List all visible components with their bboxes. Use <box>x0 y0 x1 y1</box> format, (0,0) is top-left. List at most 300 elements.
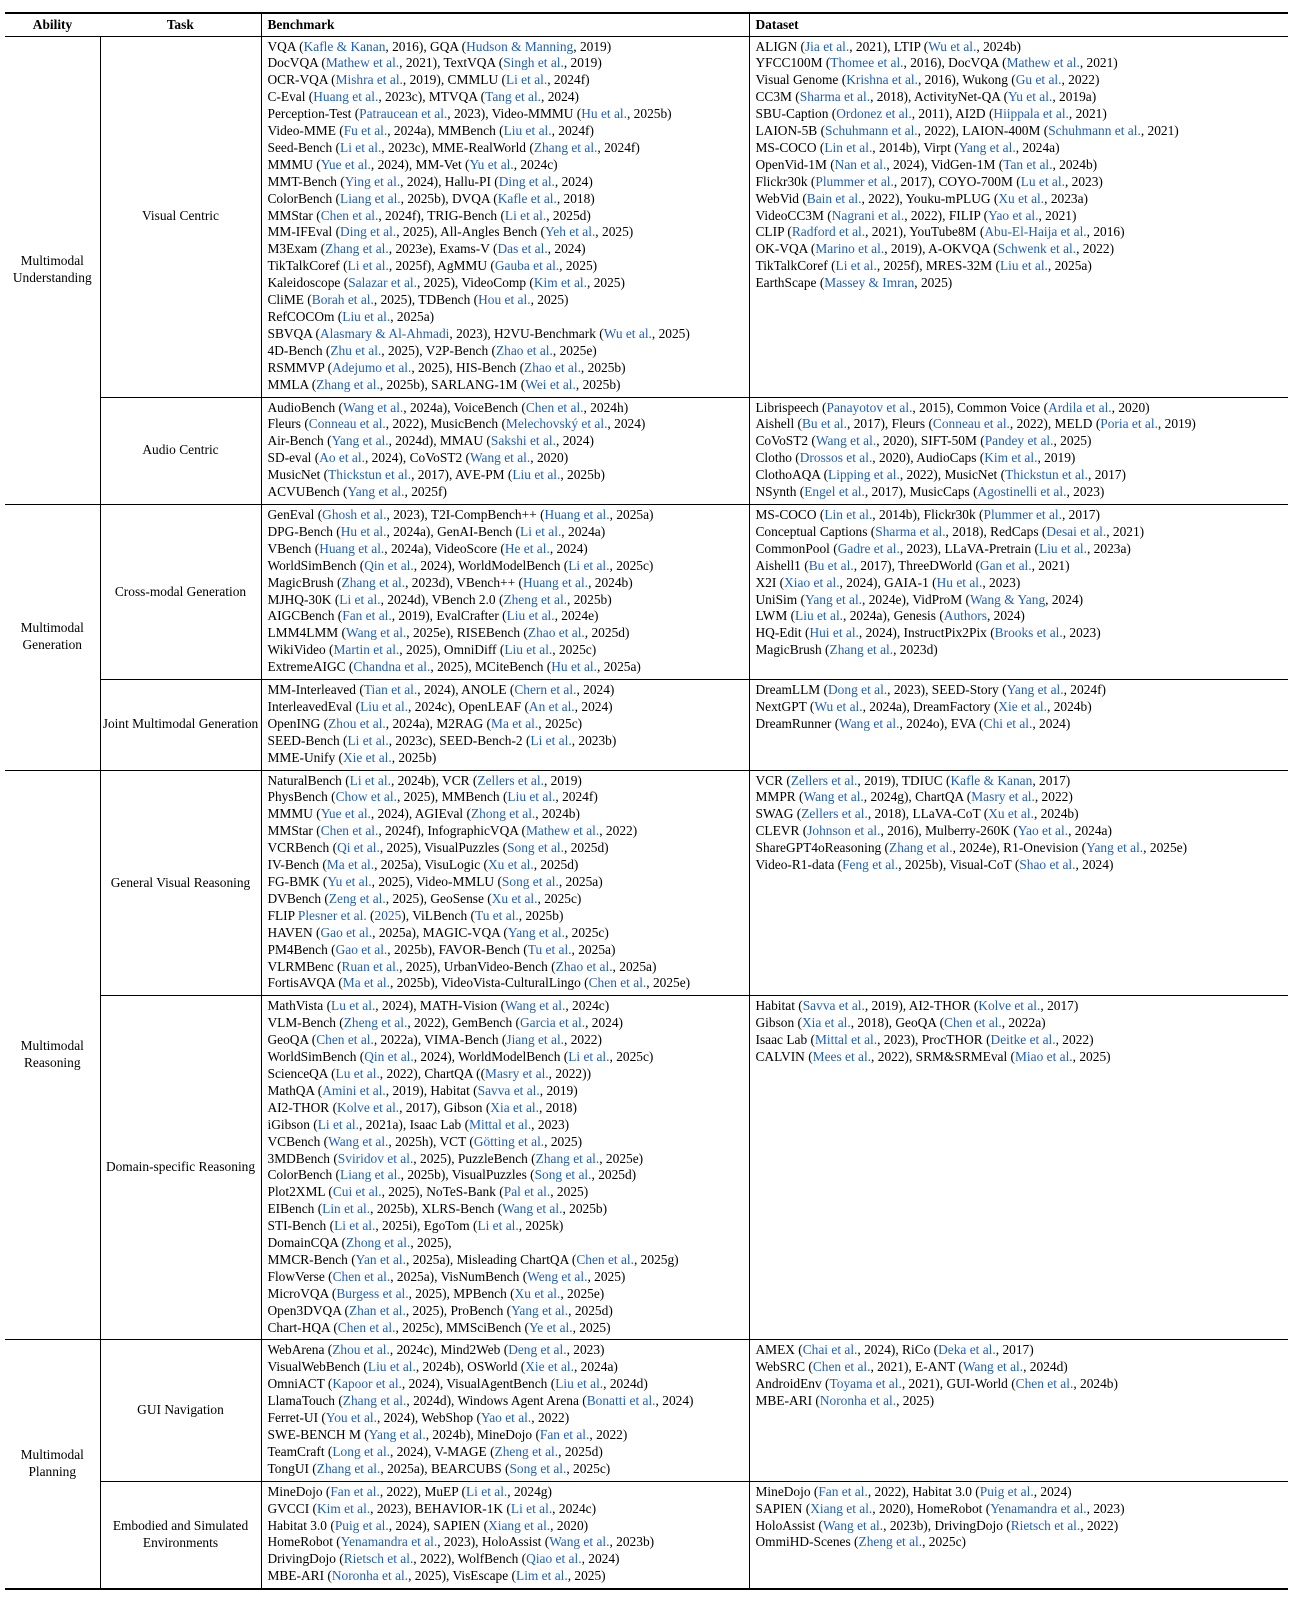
citation-link[interactable]: Liu et al. <box>367 1359 416 1375</box>
citation-link[interactable]: Johnson et al. <box>807 823 881 839</box>
citation-link[interactable]: Conneau et al. <box>932 416 1010 432</box>
citation-link[interactable]: Abu-El-Haija et al. <box>984 224 1087 240</box>
citation-link[interactable]: Ardila et al. <box>1048 399 1112 415</box>
citation-link[interactable]: Tian et al. <box>363 682 418 698</box>
table-row <box>5 1481 1288 1589</box>
citation-link[interactable]: Lu et al. <box>331 998 376 1014</box>
citation-link[interactable]: Chen et al. <box>588 975 647 991</box>
citation-link[interactable]: Rietsch et al. <box>343 1551 414 1567</box>
citation-link[interactable]: Xiang et al. <box>810 1500 873 1516</box>
citation-link[interactable]: Zhao et al. <box>495 342 553 358</box>
entry-text: , 2019) <box>543 772 582 788</box>
citation-link[interactable]: Ding et al. <box>498 173 555 189</box>
citation-link[interactable]: Fu et al. <box>343 123 388 139</box>
citation-link[interactable]: Ma et al. <box>491 715 539 731</box>
citation-link[interactable]: Chi et al. <box>983 715 1033 731</box>
citation-link[interactable]: Liu et al. <box>504 642 553 658</box>
citation-link[interactable]: Wang et al. <box>962 1359 1024 1375</box>
citation-link[interactable]: Zhang et al. <box>889 840 953 856</box>
citation-link[interactable]: Bu et al. <box>808 557 854 573</box>
citation-link[interactable]: Kolve et al. <box>337 1099 400 1115</box>
citation-link[interactable]: Sharma et al. <box>875 523 946 539</box>
citation-link[interactable]: Chen et al. <box>576 1251 634 1267</box>
citation-link[interactable]: Ye et al. <box>528 1319 573 1335</box>
citation-link[interactable]: Chen et al. <box>316 1032 374 1048</box>
citation-link[interactable]: Xie et al. <box>343 749 392 765</box>
citation-link[interactable]: Liu et al. <box>507 789 556 805</box>
citation-link[interactable]: Burgess et al. <box>336 1285 409 1301</box>
citation-link[interactable]: Amini et al. <box>322 1082 386 1098</box>
citation-link[interactable]: Huang et al. <box>313 89 379 105</box>
citation-link[interactable]: Chern et al. <box>514 682 577 698</box>
entry-text: , 2022) <box>1061 72 1100 88</box>
citation-link[interactable]: Fan et al. <box>330 1483 380 1499</box>
citation-link[interactable]: Zhan et al. <box>348 1302 406 1318</box>
citation-link[interactable]: An et al. <box>528 698 575 714</box>
citation-link[interactable]: Liu et al. <box>342 309 391 324</box>
citation-link[interactable]: Kafle et al. <box>497 190 557 206</box>
citation-link[interactable]: Zhang et al. <box>829 642 894 658</box>
citation-link[interactable]: Wang et al. <box>346 625 407 641</box>
citation-link[interactable]: Li et al. <box>568 557 610 573</box>
entry-text: , 2024) <box>585 1015 624 1031</box>
entry-text: , 2024a), VideoScore ( <box>384 540 505 556</box>
citation-link[interactable]: Li et al. <box>347 258 389 274</box>
citation-link[interactable]: Mishra et al. <box>335 72 403 88</box>
citation-link[interactable]: Lin et al. <box>322 1201 371 1217</box>
citation-link[interactable]: Zheng et al. <box>343 1015 408 1031</box>
entry-text: , 2022) <box>1034 789 1073 805</box>
citation-link[interactable]: Song et al. <box>507 840 564 856</box>
entry-text: , 2025) <box>572 1319 611 1335</box>
citation-link[interactable]: Zeng et al. <box>328 890 386 906</box>
entry-text: , 2022) <box>589 1427 628 1442</box>
citation-link[interactable]: Plummer et al. <box>815 173 894 189</box>
citation-link[interactable]: Zheng et al. <box>494 1443 559 1459</box>
citation-link[interactable]: Lu et al. <box>335 1065 380 1081</box>
citation-link[interactable]: Qin et al. <box>364 1049 414 1065</box>
citation-link[interactable]: Zheng et al. <box>858 1534 923 1550</box>
citation-link[interactable]: Kim et al. <box>316 1500 371 1516</box>
citation-link[interactable]: Li et al. <box>334 1218 376 1234</box>
citation-link[interactable]: Gao et al. <box>335 941 388 957</box>
citation-link[interactable]: Liu et al. <box>1039 540 1087 556</box>
citation-link[interactable]: Yao et al. <box>988 207 1039 223</box>
citation-link[interactable]: Hu et al. <box>551 659 598 675</box>
citation-link[interactable]: Authors <box>943 608 987 624</box>
citation-link[interactable]: Pal et al. <box>503 1184 551 1200</box>
citation-link[interactable]: Deitke et al. <box>990 1032 1056 1048</box>
citation-link[interactable]: Li et al. <box>340 139 382 155</box>
citation-link[interactable]: Qin et al. <box>364 557 414 573</box>
entry-text: , 2025b) <box>560 467 605 483</box>
citation-link[interactable]: Zhang et al. <box>533 139 598 155</box>
citation-link[interactable]: Xu et al. <box>491 890 538 906</box>
citation-link[interactable]: Yao et al. <box>1017 823 1069 839</box>
citation-link[interactable]: Alasmary & Al-Ahmadi <box>319 325 450 341</box>
citation-link[interactable]: Kim et al. <box>984 450 1038 466</box>
citation-link[interactable]: Sharma et al. <box>799 89 871 105</box>
citation-link[interactable]: Chen et al. <box>525 399 584 415</box>
citation-link[interactable]: Plummer et al. <box>983 506 1062 522</box>
citation-link[interactable]: Lipping et al. <box>828 467 900 483</box>
citation-link[interactable]: Melechovský et al. <box>505 416 608 432</box>
citation-link[interactable]: Xia et al. <box>490 1099 540 1115</box>
citation-link[interactable]: Wu et al. <box>603 325 652 341</box>
citation-link[interactable]: Xiao et al. <box>784 574 840 590</box>
citation-link[interactable]: Masry et al. <box>485 1065 549 1081</box>
citation-link[interactable]: Bu et al. <box>802 416 847 432</box>
citation-link[interactable]: Liu et al. <box>506 608 555 624</box>
citation-link[interactable]: Massey & Imran <box>824 275 915 291</box>
citation-link[interactable]: Zellers et al. <box>801 806 868 822</box>
citation-link[interactable]: Xia et al. <box>802 1015 851 1031</box>
entry-text: , 2023) <box>1086 1500 1125 1516</box>
citation-link[interactable]: Thickstun et al. <box>328 467 412 483</box>
citation-link[interactable]: Feng et al. <box>842 857 899 873</box>
citation-link[interactable]: Jia et al. <box>804 38 850 54</box>
citation-link[interactable]: Hu et al. <box>936 574 983 590</box>
citation-link[interactable]: Chen et al. <box>812 1359 871 1375</box>
citation-link[interactable]: Mittal et al. <box>814 1032 878 1048</box>
citation-link[interactable]: Adejumo et al. <box>332 359 412 375</box>
citation-link[interactable]: Das et al. <box>497 241 548 257</box>
citation-link[interactable]: Zhang et al. <box>342 1393 407 1409</box>
citation-link[interactable]: Li et al. <box>339 591 381 607</box>
citation-link[interactable]: Yue et al. <box>320 806 371 822</box>
citation-link[interactable]: Nan et al. <box>834 156 887 172</box>
citation-link[interactable]: Yue et al. <box>320 156 371 172</box>
citation-link[interactable]: Wang et al. <box>839 715 900 731</box>
citation-link[interactable]: Zhong et al. <box>470 806 536 822</box>
citation-link[interactable]: Deng et al. <box>508 1342 567 1358</box>
citation-link[interactable]: Zhao et al. <box>527 625 585 641</box>
entry-text: Habitat 3.0 ( <box>267 1517 335 1533</box>
citation-link[interactable]: Zhao et al. <box>555 958 613 974</box>
citation-link[interactable]: Yang et al. <box>1006 682 1064 698</box>
citation-link[interactable]: Tu et al. <box>527 941 572 957</box>
citation-link[interactable]: Miao et al. <box>1015 1049 1073 1065</box>
citation-link[interactable]: Kafle & Kanan <box>950 772 1033 788</box>
citation-link[interactable]: Zhang et al. <box>316 1460 381 1476</box>
citation-link[interactable]: Wang et al. <box>815 433 877 449</box>
citation-link[interactable]: Drossos et al. <box>799 450 873 466</box>
citation-link[interactable]: Schuhmann et al. <box>1048 123 1141 139</box>
entry-text: , 2025) <box>530 292 569 308</box>
citation-link[interactable]: Song et al. <box>534 1167 592 1183</box>
citation-link[interactable]: Zellers et al. <box>790 772 858 788</box>
citation-link[interactable]: Savva et al. <box>802 998 865 1014</box>
citation-link[interactable]: Lu et al. <box>1020 173 1065 189</box>
citation-link[interactable]: Tu et al. <box>474 907 519 923</box>
citation-link[interactable]: Zhu et al. <box>330 342 382 358</box>
citation-link[interactable]: Ao et al. <box>319 450 365 466</box>
citation-link[interactable]: 2025 <box>374 907 402 923</box>
citation-link[interactable]: Liang et al. <box>340 1167 401 1183</box>
citation-link[interactable]: Rietsch et al. <box>1010 1517 1081 1533</box>
citation-link[interactable]: He et al. <box>504 540 550 556</box>
citation-link[interactable]: Yeh et al. <box>544 224 596 240</box>
citation-link[interactable]: Weng et al. <box>527 1268 588 1284</box>
citation-link[interactable]: Yang et al. <box>331 433 389 449</box>
citation-link[interactable]: Yenamandra et al. <box>990 1500 1087 1516</box>
citation-link[interactable]: Xu et al. <box>514 1285 561 1301</box>
citation-link[interactable]: Li et al. <box>568 1049 610 1065</box>
citation-link[interactable]: Thickstun et al. <box>1005 467 1089 483</box>
citation-link[interactable]: Martin et al. <box>333 642 400 658</box>
citation-link[interactable]: Tan et al. <box>1003 156 1053 172</box>
citation-link[interactable]: Li et al. <box>477 1218 519 1234</box>
citation-link[interactable]: Thomee et al. <box>830 55 904 71</box>
citation-link[interactable]: Singh et al. <box>503 55 564 71</box>
citation-link[interactable]: Huang et al. <box>522 574 589 590</box>
citation-link[interactable]: Cui et al. <box>332 1184 382 1200</box>
citation-link[interactable]: Hui et al. <box>809 625 859 641</box>
citation-link[interactable]: Yenamandra et al. <box>340 1534 438 1550</box>
citation-link[interactable]: Lim et al. <box>516 1568 568 1584</box>
citation-link[interactable]: Li et al. <box>505 72 548 88</box>
citation-link[interactable]: Yan et al. <box>355 1251 406 1267</box>
citation-link[interactable]: Kolve et al. <box>978 998 1041 1014</box>
citation-link[interactable]: Hiippala et al. <box>993 106 1069 122</box>
citation-link[interactable]: Liu et al. <box>512 467 561 483</box>
citation-link[interactable]: Zhang et al. <box>325 241 389 257</box>
citation-link[interactable]: Li et al. <box>530 732 572 748</box>
citation-link[interactable]: Li et al. <box>504 207 547 223</box>
citation-link[interactable]: Zhang et al. <box>341 574 406 590</box>
citation-link[interactable]: Salazar et al. <box>348 275 417 291</box>
citation-link[interactable]: Toyama et al. <box>829 1376 902 1392</box>
citation-link[interactable]: Yang et al. <box>958 139 1016 155</box>
citation-link[interactable]: Chen et al. <box>320 823 379 839</box>
citation-link[interactable]: Xiang et al. <box>488 1517 551 1533</box>
citation-link[interactable]: Sakshi et al. <box>490 433 556 449</box>
citation-link[interactable]: Liu et al. <box>503 123 552 139</box>
citation-link[interactable]: Conneau et al. <box>308 416 386 432</box>
citation-link[interactable]: Wang et al. <box>549 1534 610 1550</box>
citation-link[interactable]: Zhong et al. <box>345 1235 411 1251</box>
citation-link[interactable]: Yang et al. <box>507 924 565 940</box>
citation-link[interactable]: Qiao et al. <box>526 1551 582 1567</box>
citation-link[interactable]: Yang et al. <box>368 1427 426 1442</box>
citation-link[interactable]: Li et al. <box>317 1116 359 1132</box>
citation-link[interactable]: Kafle & Kanan <box>303 38 386 54</box>
entry-text: ( <box>366 907 375 923</box>
citation-link[interactable]: Kim et al. <box>533 275 588 291</box>
citation-link[interactable]: Xu et al. <box>998 190 1045 206</box>
citation-link[interactable]: Schwenk et al. <box>997 241 1077 257</box>
citation-link[interactable]: Poria et al. <box>1100 416 1158 432</box>
citation-link[interactable]: Zellers et al. <box>477 772 544 788</box>
entry-text: , 2023b) <box>609 1534 655 1550</box>
citation-link[interactable]: Ordonez et al. <box>836 106 912 122</box>
citation-link[interactable]: Fan et al. <box>342 608 392 624</box>
citation-link[interactable]: Ma et al. <box>342 975 391 991</box>
citation-link[interactable]: Brooks et al. <box>994 625 1063 641</box>
citation-link[interactable]: Hu et al. <box>340 523 387 539</box>
citation-link[interactable]: Mees et al. <box>812 1049 872 1065</box>
citation-link[interactable]: Li et al. <box>510 1500 553 1516</box>
citation-link[interactable]: Mathew et al. <box>325 55 400 71</box>
citation-link[interactable]: Zhang et al. <box>535 1150 600 1166</box>
citation-link[interactable]: Hudson & Manning <box>466 38 574 54</box>
citation-link[interactable]: Huang et al. <box>544 506 610 522</box>
citation-link[interactable]: Wang et al. <box>505 998 566 1014</box>
citation-link[interactable]: Wang et al. <box>469 450 531 466</box>
citation-link[interactable]: Chen et al. <box>332 1268 391 1284</box>
citation-link[interactable]: Yang et al. <box>804 591 863 607</box>
citation-link[interactable]: Puig et al. <box>979 1483 1034 1499</box>
entry-text: , 2024), Hallu-PI ( <box>400 173 499 189</box>
citation-link[interactable]: Yao et al. <box>480 1410 532 1426</box>
citation-link[interactable]: Tang et al. <box>485 89 542 105</box>
citation-link[interactable]: Bain et al. <box>806 190 862 206</box>
citation-link[interactable]: Wang et al. <box>343 399 404 415</box>
citation-link[interactable]: Götting et al. <box>473 1133 545 1149</box>
citation-link[interactable]: Kapoor et al. <box>332 1376 402 1392</box>
citation-link[interactable]: Panayotov et al. <box>826 399 913 415</box>
citation-link[interactable]: Shao et al. <box>1019 857 1076 873</box>
citation-link[interactable]: Long et al. <box>332 1443 391 1459</box>
citation-link[interactable]: Borah et al. <box>311 292 374 308</box>
citation-link[interactable]: Qi et al. <box>337 840 380 856</box>
entry-line <box>268 72 745 89</box>
citation-link[interactable]: Schuhmann et al. <box>825 123 918 139</box>
citation-link[interactable]: Wang et al. <box>328 1133 389 1149</box>
citation-link[interactable]: Liu et al. <box>795 608 844 624</box>
citation-link[interactable]: Chow et al. <box>335 789 397 805</box>
citation-link[interactable]: Lin et al. <box>824 139 873 155</box>
entry-text: MMCR-Bench ( <box>267 1251 356 1267</box>
citation-link[interactable]: Liu et al. <box>999 258 1048 274</box>
citation-link[interactable]: Liu et al. <box>555 1376 604 1392</box>
citation-link[interactable]: Wang et al. <box>803 789 864 805</box>
citation-link[interactable]: Noronha et al. <box>331 1568 409 1584</box>
citation-link[interactable]: You et al. <box>325 1410 377 1426</box>
citation-link[interactable]: Bonatti et al. <box>586 1393 656 1409</box>
citation-link[interactable]: Puig et al. <box>334 1517 389 1533</box>
citation-link[interactable]: Chen et al. <box>944 1015 1002 1031</box>
citation-link[interactable]: Patraucean et al. <box>359 106 448 122</box>
citation-link[interactable]: Xu et al. <box>988 806 1034 822</box>
citation-link[interactable]: Marino et al. <box>815 241 885 257</box>
citation-link[interactable]: Garcia et al. <box>520 1015 586 1031</box>
citation-link[interactable]: Xie et al. <box>998 698 1048 714</box>
citation-link[interactable]: Jiang et al. <box>506 1032 565 1048</box>
citation-link[interactable]: Krishna et al. <box>846 72 918 88</box>
citation-link[interactable]: Chen et al. <box>320 207 379 223</box>
citation-link[interactable]: Wei et al. <box>525 376 576 392</box>
citation-link[interactable]: Song et al. <box>501 874 559 889</box>
citation-link[interactable]: Wang et al. <box>502 1201 563 1217</box>
citation-link[interactable]: Gauba et al. <box>494 258 560 274</box>
citation-link[interactable]: Radford et al. <box>791 224 866 240</box>
citation-link[interactable]: Song et al. <box>509 1460 567 1476</box>
citation-link[interactable]: Engel et al. <box>804 484 865 500</box>
citation-link[interactable]: Yu et al. <box>327 874 372 889</box>
citation-link[interactable]: Gan et al. <box>979 557 1032 573</box>
citation-link[interactable]: Yang et al. <box>511 1302 569 1318</box>
citation-link[interactable]: Li et al. <box>347 732 389 748</box>
citation-link[interactable]: Sviridov et al. <box>337 1150 414 1166</box>
citation-link[interactable]: Gu et al. <box>1015 72 1062 88</box>
citation-link[interactable]: Wang & Yang <box>969 591 1046 607</box>
citation-link[interactable]: Xie et al. <box>525 1359 574 1375</box>
citation-link[interactable]: Fan et al. <box>539 1427 590 1442</box>
citation-link[interactable]: Mathew et al. <box>1006 55 1080 71</box>
citation-link[interactable]: Yu et al. <box>469 156 514 172</box>
entry-text: MJHQ-30K ( <box>267 591 340 607</box>
citation-link[interactable]: Plesner et al. <box>297 907 367 923</box>
citation-link[interactable]: Mittal et al. <box>469 1116 532 1132</box>
citation-link[interactable]: Hu et al. <box>581 106 627 122</box>
citation-link[interactable]: Fan et al. <box>818 1483 868 1499</box>
citation-link[interactable]: Savva et al. <box>477 1082 540 1098</box>
citation-link[interactable]: Wu et al. <box>814 698 863 714</box>
citation-link[interactable]: Zhou et al. <box>332 1342 390 1358</box>
citation-link[interactable]: Ma et al. <box>326 857 375 873</box>
citation-link[interactable]: Chandna et al. <box>353 659 431 675</box>
citation-link[interactable]: Li et al. <box>520 523 562 539</box>
citation-link[interactable]: Deka et al. <box>938 1342 996 1358</box>
entry-line <box>268 1134 745 1151</box>
entry-text: HomeRobot ( <box>267 1534 341 1550</box>
citation-link[interactable]: Gao et al. <box>320 924 373 940</box>
citation-link[interactable]: Gadre et al. <box>837 540 900 556</box>
citation-link[interactable]: Li et al. <box>835 258 877 274</box>
entry-text: , 2024) <box>1033 1483 1072 1499</box>
citation-link[interactable]: Lin et al. <box>824 506 873 522</box>
citation-link[interactable]: Masry et al. <box>971 789 1035 805</box>
entry-text: , 2023), BEHAVIOR-1K ( <box>370 1500 511 1516</box>
citation-link[interactable]: Zhang et al. <box>316 376 380 392</box>
citation-link[interactable]: Liu et al. <box>360 698 409 714</box>
citation-link[interactable]: Zheng et al. <box>503 591 568 607</box>
citation-link[interactable]: Zhao et al. <box>524 359 581 375</box>
citation-link[interactable]: Mathew et al. <box>525 823 600 839</box>
citation-link[interactable]: Xu et al. <box>487 857 534 873</box>
citation-link[interactable]: Ghosh et al. <box>322 506 387 522</box>
citation-link[interactable]: Yu et al. <box>1008 89 1053 105</box>
citation-link[interactable]: Noronha et al. <box>819 1393 897 1409</box>
citation-link[interactable]: Chen et al. <box>337 1319 396 1335</box>
citation-link[interactable]: Ding et al. <box>340 224 397 240</box>
citation-link[interactable]: Chai et al. <box>802 1342 858 1358</box>
citation-link[interactable]: Li et al. <box>349 772 391 788</box>
citation-link[interactable]: Yang et al. <box>347 484 405 500</box>
citation-link[interactable]: Ying et al. <box>344 173 401 189</box>
citation-link[interactable]: Wang et al. <box>822 1517 884 1533</box>
entry-text: , 2024) <box>549 540 588 556</box>
citation-link[interactable]: Dong et al. <box>828 682 888 698</box>
citation-link[interactable]: Liang et al. <box>340 190 401 206</box>
citation-link[interactable]: Li et al. <box>466 1483 508 1499</box>
citation-link[interactable]: Nagrani et al. <box>831 207 905 223</box>
citation-link[interactable]: Agostinelli et al. <box>977 484 1067 500</box>
citation-link[interactable]: Desai et al. <box>1046 523 1107 539</box>
task-cell: Embodied and Simulated Environments <box>100 1481 261 1589</box>
citation-link[interactable]: Chen et al. <box>1015 1376 1074 1392</box>
entry-text: DreamLLM ( <box>755 682 829 698</box>
citation-link[interactable]: Yang et al. <box>1086 840 1144 856</box>
citation-link[interactable]: Wu et al. <box>928 38 977 54</box>
citation-link[interactable]: Zhou et al. <box>328 715 386 731</box>
citation-link[interactable]: Pandey et al. <box>984 433 1054 449</box>
citation-link[interactable]: Ruan et al. <box>341 958 400 974</box>
citation-link[interactable]: Huang et al. <box>319 540 385 556</box>
entry-line <box>268 541 745 558</box>
citation-link[interactable]: Hou et al. <box>478 292 531 308</box>
